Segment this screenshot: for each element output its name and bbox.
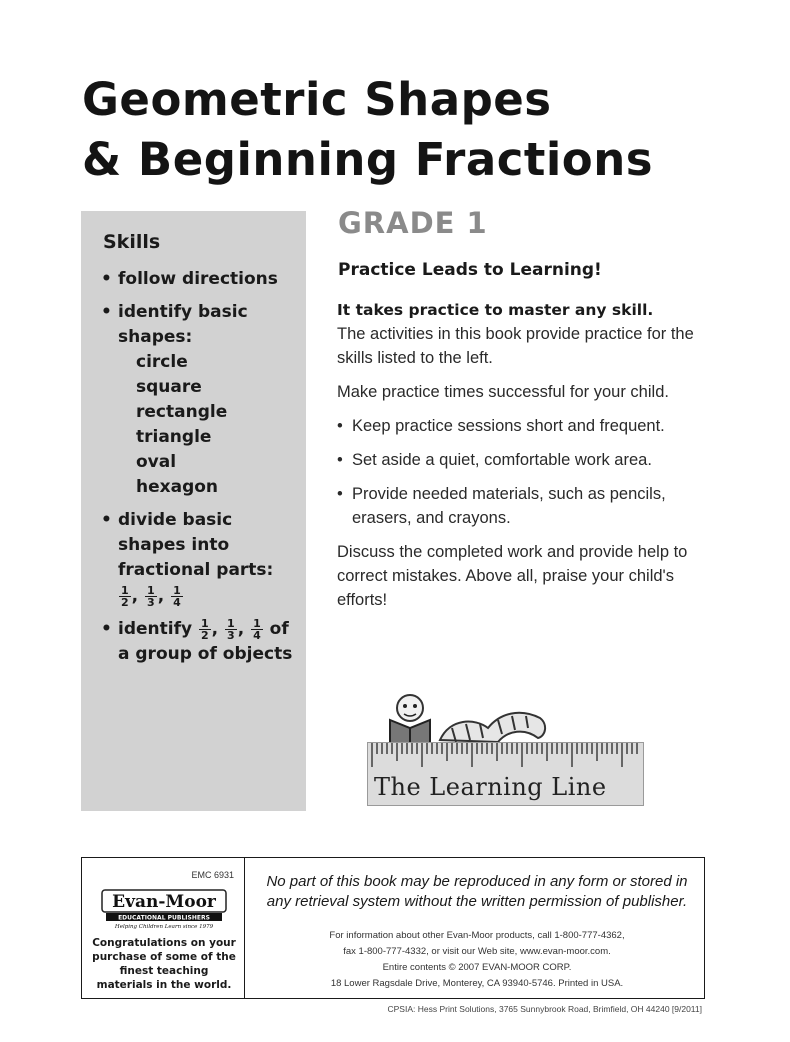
section-heading: Practice Leads to Learning! xyxy=(338,260,602,280)
copyright-notice: No part of this book may be reproduced in any form or stored in any retrieval system without the written permission of publisher. xyxy=(266,873,688,910)
publisher-info: For information about other Evan-Moor products, call 1-800-777-4362, fax 1-800-777-4332, or visit our Web site, www.evan-moor.com. Entire contents © 2007 EVAN-MOOR CORP. 18 Lower Ragsdale Drive, Monterey, CA 93940-5746. Printed in USA. xyxy=(329,930,625,989)
title-line-2: & Beginning Fractions xyxy=(82,133,654,186)
shape-item: rectangle xyxy=(136,402,228,422)
publisher-panel xyxy=(82,858,245,998)
shape-item: hexagon xyxy=(136,477,219,497)
paragraph: Make practice times successful for your child. xyxy=(337,383,669,401)
bullet-icon: • xyxy=(101,269,112,289)
congratulations-text: Congratulations on your purchase of some of the finest teaching materials in the world. xyxy=(92,937,236,991)
learning-line-ruler xyxy=(367,742,644,806)
bullet-icon: • xyxy=(101,302,112,322)
fraction: $\frac{1}{4}$ xyxy=(173,583,181,609)
ruler-ticks xyxy=(368,743,643,773)
bullet-icon: • xyxy=(337,417,343,435)
paragraph: Discuss the completed work and provide help to correct mistakes. Above all, praise your child's efforts! xyxy=(337,543,688,609)
shape-item: triangle xyxy=(136,427,212,447)
skills-sidebar xyxy=(81,211,306,811)
tip-item: • Provide needed materials, such as pencils, erasers, and crayons. xyxy=(337,482,717,530)
product-code: EMC 6931 xyxy=(191,870,234,880)
skill-text: follow directions xyxy=(118,269,278,289)
logo-tagline: Helping Children Learn since 1979 xyxy=(114,924,214,930)
tip-item: • Set aside a quiet, comfortable work area. xyxy=(337,448,717,472)
skill-item xyxy=(101,267,301,292)
footer-box xyxy=(81,857,705,999)
bullet-icon: • xyxy=(337,451,343,469)
bullet-icon: • xyxy=(101,510,112,530)
evan-moor-logo xyxy=(96,880,232,930)
bullet-icon: • xyxy=(101,619,112,639)
tips-list xyxy=(337,414,717,530)
tip-item: • Keep practice sessions short and frequent. xyxy=(337,414,717,438)
title-line-1: Geometric Shapes xyxy=(82,73,552,126)
cpsia-line: CPSIA: Hess Print Solutions, 3765 Sunnybrook Road, Brimfield, OH 44240 [9/2011] xyxy=(387,1004,702,1014)
fraction: $\frac{1}{2}$ xyxy=(200,616,209,642)
skill-item xyxy=(101,508,301,609)
main-text xyxy=(337,298,717,622)
page-title xyxy=(82,70,653,190)
fraction: $\frac{1}{2}$ xyxy=(121,583,129,609)
logo-name: Evan-Moor xyxy=(112,892,216,912)
skills-heading: Skills xyxy=(103,231,161,253)
fraction: $\frac{1}{3}$ xyxy=(147,583,155,609)
fraction: $\frac{1}{4}$ xyxy=(253,616,261,642)
skill-text: of xyxy=(269,619,289,639)
skill-item xyxy=(101,300,301,500)
skill-text: identify xyxy=(118,619,193,639)
fraction: $\frac{1}{3}$ xyxy=(227,616,235,642)
grade-label: GRADE 1 xyxy=(338,206,488,240)
skill-item: • identify $\frac{1}{2}$ , $\frac{1}{3}$ , $\frac{1}{4}$ of a group of objects xyxy=(101,617,301,667)
skill-text-line2: a group of objects xyxy=(118,644,293,664)
skills-list xyxy=(101,267,301,675)
shape-item: oval xyxy=(136,452,177,472)
skill-text: identify basic shapes: xyxy=(118,302,248,347)
shape-item: square xyxy=(136,377,202,397)
ruler-label: The Learning Line xyxy=(374,773,607,801)
skill-text: divide basic shapes into fractional parts: xyxy=(118,510,274,580)
bullet-icon: • xyxy=(337,485,343,503)
shape-list xyxy=(118,350,301,500)
logo-sub: EDUCATIONAL PUBLISHERS xyxy=(118,914,210,922)
fraction-row: $\frac{1}{2}$ , $\frac{1}{3}$ , $\frac{1}{4}$ xyxy=(121,583,181,609)
lead-sentence: It takes practice to master any skill. xyxy=(337,301,654,319)
paragraph: The activities in this book provide practice for the skills listed to the left. xyxy=(337,325,694,367)
shape-item: circle xyxy=(136,352,188,372)
